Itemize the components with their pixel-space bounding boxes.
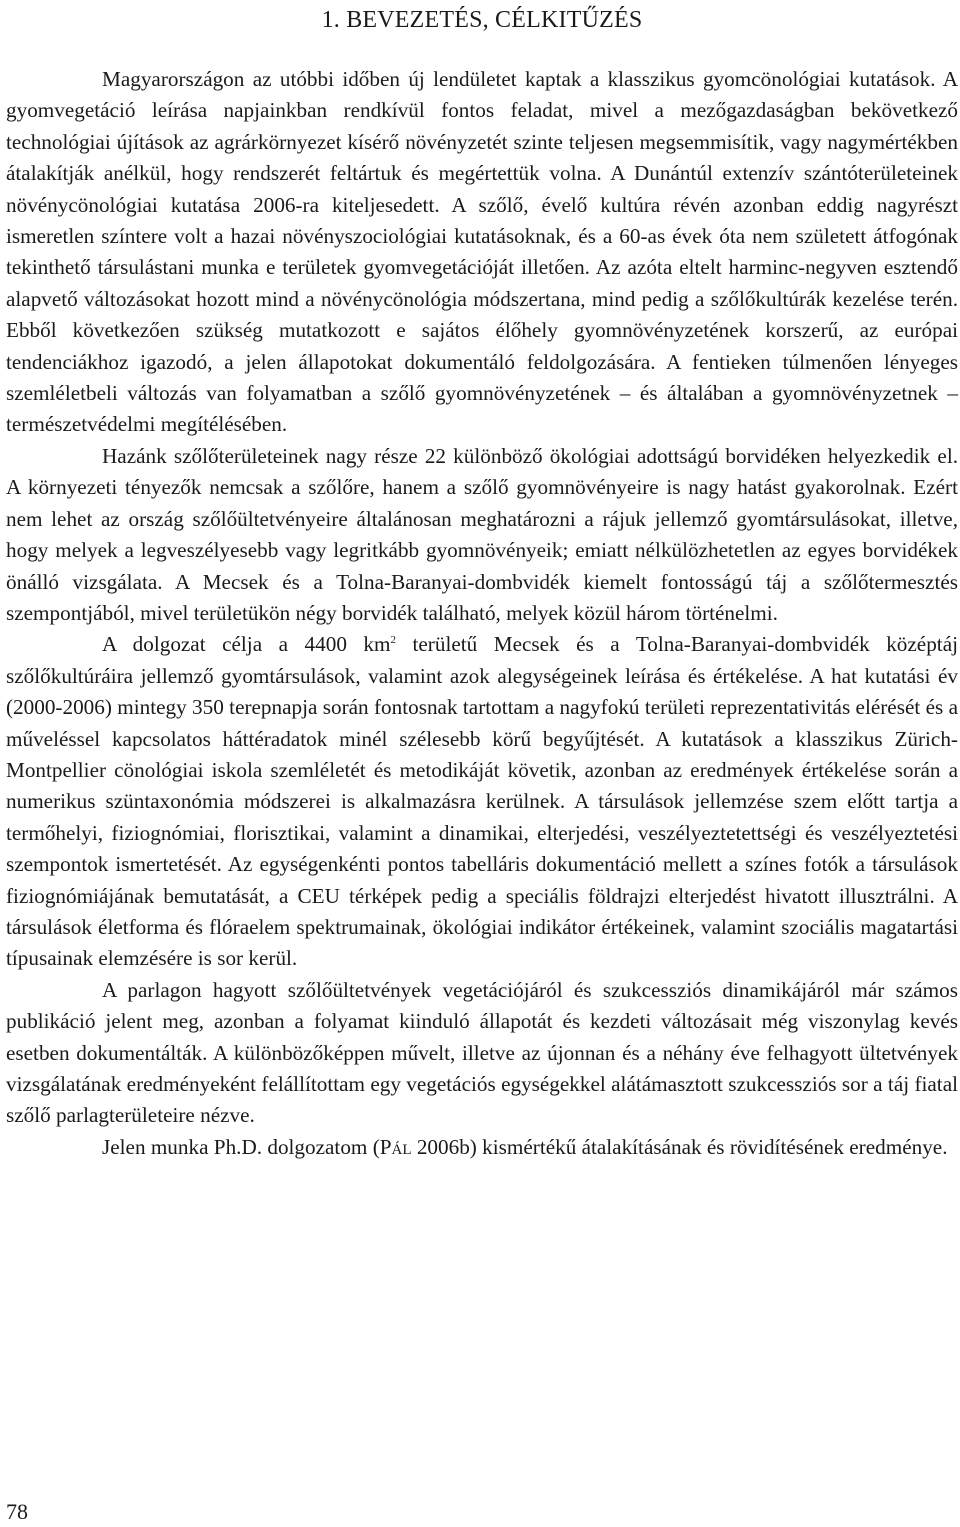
chapter-title: 1. BEVEZETÉS, CÉLKITŰZÉS bbox=[321, 7, 643, 33]
aims-text-start: A dolgozat célja a 4400 km bbox=[102, 632, 391, 657]
aims-text-rest: területű Mecsek és a Tolna-Baranyai-dombvidék középtáj szőlőkultúráira jellemző gyomtársulások, valamint azok alegységeinek leírása és értékelése. A hat kutatási év (2000-2006) mintegy 350 terepnapja során fontosnak tartottam a nagyfokú területi reprezentativitás elérését és a műveléssel kapcsolatos háttéradatok minél szélesebb körű begyűjtését. A kutatások a klasszikus Zürich-Montpellier cönológiai iskola szemléletét és metodikáját követik, azonban az eredmények értékelése során a numerikus szüntaxonómia módszerei is alkalmazásra kerülnek. A társulások jellemzése szem előtt tartja a termőhelyi, fiziognómiai, florisztikai, valamint a dinamikai, elterjedési, veszélyeztetettségi és veszélyeztetési szempontok ismertetését. Az egységenkénti pontos tabelláris dokumentáció mellett a színes fotók a társulások fiziognómiájának bemutatását, a CEU térképek pedig a speciális földrajzi elterjedést hivatott illusztrálni. A társulások életforma és flóraelem spektrumainak, ökológiai indikátor értékeinek, valamint szociális magatartási típusainak elemzésére is sor kerül. bbox=[6, 632, 958, 971]
paragraph-wine-regions: Hazánk szőlőterületeinek nagy része 22 különböző ökológiai adottságú borvidéken helyezkedik el. A környezeti tényezők nemcsak a szőlőre, hanem a szőlő gyomnövényeire is nagy hatást gyakorolnak. Ezért nem lehet az ország szőlőültetvényeire általánosan meghatározni a rájuk jellemző gyomtársulásokat, illetve, hogy melyek a legveszélyesebb vagy legritkább gyomnövényeik; emiatt nélkülözhetetlen az egyes borvidékek önálló vizsgálata. A Mecsek és a Tolna-Baranyai-dombvidék kiemelt fontosságú táj a szőlőtermesztés szempontjából, mivel területükön négy borvidék található, melyek közül három történelmi. bbox=[6, 443, 958, 625]
body-text bbox=[6, 64, 958, 1163]
paragraph-intro: Magyarországon az utóbbi időben új lendületet kaptak a klasszikus gyomcönológiai kutatások. A gyomvegetáció leírása napjainkban rendkívül fontos feladat, mivel a mezőgazdaságban bekövetkező technológiai újítások az agrárkörnyezet kísérő növényzetét szinte teljesen megsemmisítik, vagy nagymértékben átalakítják anélkül, hogy rendszerét feltártuk és megértettük volna. A Dunántúl extenzív szántóterületeinek növénycönológiai kutatása 2006-ra kiteljesedett. A szőlő, évelő kultúra révén azonban eddig nagyrészt ismeretlen színtere volt a hazai növényszociológiai kutatásoknak, és a 60-as évek óta nem született átfogónak tekinthető társulástani munka e területek gyomvegetációját illetően. Az azóta eltelt harminc-negyven esztendő alapvető változásokat hozott mind a növénycönológia módszertana, mind pedig a szőlőkultúrák kezelése terén. Ebből következően szükség mutatkozott e sajátos élőhely gyomnövényzetének korszerű, az európai tendenciákhoz igazodó, a jelen állapotokat dokumentáló feldolgozására. A fentieken túlmenően lényeges szemléletbeli változás van folyamatban a szőlő gyomnövényzetének – és általában a gyomnövényzetnek – természetvédelmi megítélésében. bbox=[6, 67, 958, 437]
note-text-rest: 2006b) kismértékű átalakításának és rövidítésének eredménye. bbox=[411, 1134, 948, 1159]
paragraph-succession: A parlagon hagyott szőlőültetvények vegetációjáról és szukcessziós dinamikájáról már számos publikáció jelent meg, azonban a folyamat kiinduló állapotát és kezdeti változásait még viszonylag kevés esetben dokumentálták. A különbözőképpen művelt, illetve az újonnan és a néhány éve felhagyott ültetvények vizsgálatának eredményeként felállítottam egy vegetációs egységekkel alátámasztott szukcessziós sor a táj fiatal szőlő parlagterületeire nézve. bbox=[6, 977, 958, 1128]
paragraph-aims bbox=[6, 629, 958, 974]
page-number: 78 bbox=[6, 1499, 28, 1524]
paragraph-note bbox=[6, 1132, 958, 1163]
note-text-start: Jelen munka Ph.D. dolgozatom ( bbox=[102, 1134, 380, 1159]
document-page bbox=[6, 0, 958, 1163]
citation-author: Pál bbox=[379, 1134, 412, 1159]
area-unit-superscript: 2 bbox=[390, 634, 396, 647]
